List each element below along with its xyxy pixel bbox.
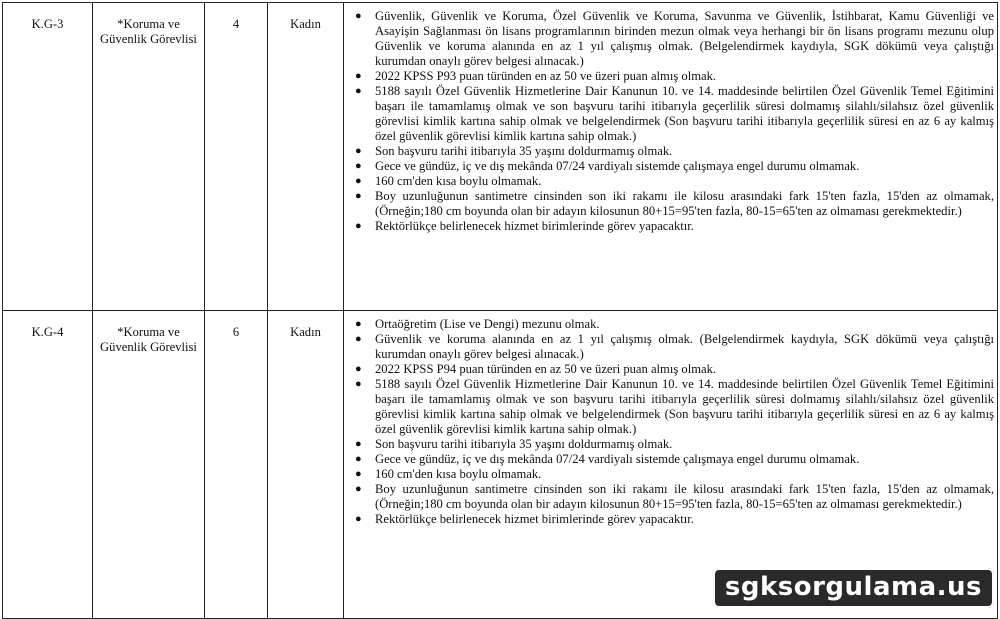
position-code: K.G-3 xyxy=(3,3,93,311)
list-item: ● 2022 KPSS P94 puan türünden en az 50 ve üzeri puan almış olmak. xyxy=(355,362,717,376)
requirements-table xyxy=(2,2,998,619)
position-count: 6 xyxy=(205,311,268,619)
list-item: ● Son başvuru tarihi itibarıyla 35 yaşını doldurmamış olmak. xyxy=(355,144,673,158)
position-title: *Koruma ve Güvenlik Görevlisi xyxy=(93,311,205,619)
bullet-icon: ● xyxy=(355,333,362,345)
bullet-icon: ● xyxy=(355,468,362,480)
list-item: ● Boy uzunluğunun santimetre cinsinden son iki rakamı ile kilosu arasındaki fark 15'ten fazla, 15'den az olmamak, (Örneğin;180 cm boyunda olan bir adayın kilosunun 80+15=95'ten fazla, 80-15=65'ten az olmaması gerekmektedir.) xyxy=(355,482,994,511)
bullet-icon: ● xyxy=(355,453,362,465)
list-item: ● Güvenlik ve koruma alanında en az 1 yıl çalışmış olmak. (Belgelendirmek kaydıyla, SGK dökümü veya çalıştığı kurumdan onaylı görev belgesi alınacak.) xyxy=(355,332,994,361)
bullet-icon: ● xyxy=(355,378,362,390)
bullet-icon: ● xyxy=(355,483,362,495)
position-gender: Kadın xyxy=(268,3,344,311)
list-item: ● Boy uzunluğunun santimetre cinsinden son iki rakamı ile kilosu arasındaki fark 15'ten fazla, 15'den az olmamak, (Örneğin;180 cm boyunda olan bir adayın kilosunun 80+15=95'ten fazla, 80-15=65'ten az olmaması gerekmektedir.) xyxy=(355,189,994,218)
bullet-icon: ● xyxy=(355,175,362,187)
list-item: ● 160 cm'den kısa boylu olmamak. xyxy=(355,467,542,481)
list-item: ● Rektörlükçe belirlenecek hizmet birimlerinde görev yapacaktır. xyxy=(355,219,694,233)
bullet-icon: ● xyxy=(355,220,362,232)
list-item: ● Gece ve gündüz, iç ve dış mekânda 07/24 vardiyalı sistemde çalışmaya engel durumu olmamak. xyxy=(355,452,860,466)
watermark-logo: sgksorgulama.us xyxy=(713,568,994,608)
bullet-icon: ● xyxy=(355,190,362,202)
bullet-icon: ● xyxy=(355,10,362,22)
list-item: ● Gece ve gündüz, iç ve dış mekânda 07/24 vardiyalı sistemde çalışmaya engel durumu olmamak. xyxy=(355,159,860,173)
position-title: *Koruma ve Güvenlik Görevlisi xyxy=(93,3,205,311)
bullet-icon: ● xyxy=(355,160,362,172)
bullet-icon: ● xyxy=(355,363,362,375)
list-item: ● Ortaöğretim (Lise ve Dengi) mezunu olmak. xyxy=(355,317,600,331)
bullet-icon: ● xyxy=(355,70,362,82)
bullet-icon: ● xyxy=(355,318,362,330)
list-item: ● 5188 sayılı Özel Güvenlik Hizmetlerine Dair Kanunun 10. ve 14. maddesinde belirtilen Özel Güvenlik Temel Eğitimini başarı ile tamamlamış olmak ve son başvuru tarihi itibarıyla geçerlilik süresi dolmamış silahlı/silahsız özel güvenlik görevlisi kimlik kartına sahip olmak ve belgelendirmek (Son başvuru tarihi itibarıyla geçerlilik süresi en az 6 ay kalmış özel güvenlik görevlisi kimlik kartına sahip olmak.) xyxy=(355,377,994,436)
list-item: ● 2022 KPSS P93 puan türünden en az 50 ve üzeri puan almış olmak. xyxy=(355,69,717,83)
list-item: ● 160 cm'den kısa boylu olmamak. xyxy=(355,174,542,188)
position-code: K.G-4 xyxy=(3,311,93,619)
table-row xyxy=(3,3,998,311)
position-count: 4 xyxy=(205,3,268,311)
list-item: ● 5188 sayılı Özel Güvenlik Hizmetlerine Dair Kanunun 10. ve 14. maddesinde belirtilen Özel Güvenlik Temel Eğitimini başarı ile tamamlamış olmak ve son başvuru tarihi itibarıyla geçerlilik süresi dolmamış silahlı/silahsız özel güvenlik görevlisi kimlik kartına sahip olmak ve belgelendirmek (Son başvuru tarihi itibarıyla geçerlilik süresi en az 6 ay kalmış özel güvenlik görevlisi kimlik kartına sahip olmak.) xyxy=(355,84,994,143)
list-item: ● Güvenlik, Güvenlik ve Koruma, Özel Güvenlik ve Koruma, Savunma ve Güvenlik, İstihbarat, Kamu Güvenliği ve Asayişin Sağlanması ön lisans programlarının birinden mezun olmak veya herhangi bir ön lisans programı mezunu olup Güvenlik ve koruma alanında en az 1 yıl çalışmış olmak. (Belgelendirmek kaydıyla, SGK dökümü veya çalıştığı kurumdan onaylı görev belgesi alınacak.) xyxy=(355,9,994,68)
bullet-icon: ● xyxy=(355,145,362,157)
bullet-icon: ● xyxy=(355,513,362,525)
list-item: ● Son başvuru tarihi itibarıyla 35 yaşını doldurmamış olmak. xyxy=(355,437,673,451)
requirements-list xyxy=(344,317,994,527)
bullet-icon: ● xyxy=(355,85,362,97)
requirements-cell xyxy=(344,3,998,311)
position-gender: Kadın xyxy=(268,311,344,619)
list-item: ● Rektörlükçe belirlenecek hizmet birimlerinde görev yapacaktır. xyxy=(355,512,694,526)
requirements-list xyxy=(344,9,994,234)
bullet-icon: ● xyxy=(355,438,362,450)
